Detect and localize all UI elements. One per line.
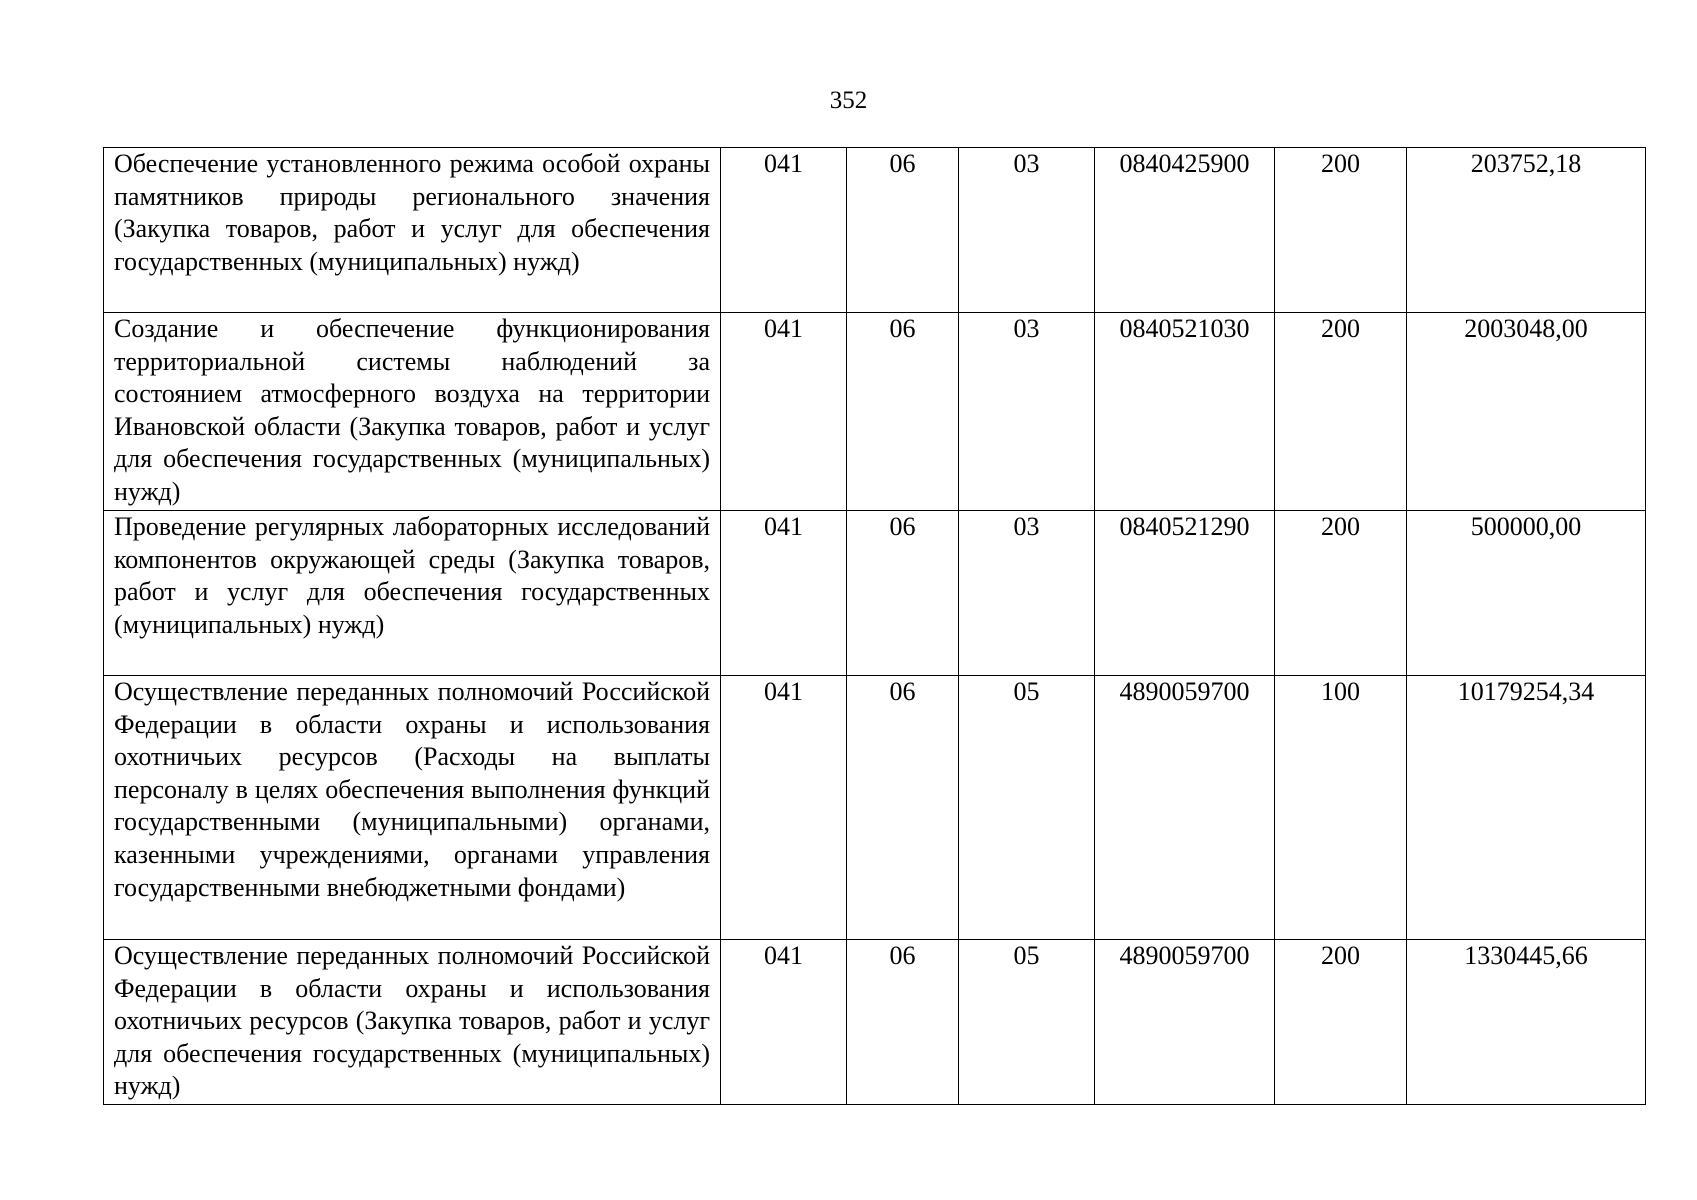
expense-type-code: 100	[1275, 676, 1407, 940]
ministry-code: 041	[721, 148, 847, 313]
section-code: 06	[847, 676, 959, 940]
section-code: 06	[847, 940, 959, 1105]
target-article-code: 0840521290	[1095, 511, 1275, 676]
section-code: 06	[847, 511, 959, 676]
table-row	[104, 511, 1646, 676]
target-article-code: 0840521030	[1095, 313, 1275, 511]
expense-type-code: 200	[1275, 940, 1407, 1105]
row-description: Осуществление переданных полномочий Российской Федерации в области охраны и использования охотничьих ресурсов (Закупка товаров, работ и услуг для обеспечения государственных (муниципальных) нужд)	[104, 940, 721, 1105]
row-description: Осуществление переданных полномочий Российской Федерации в области охраны и использования охотничьих ресурсов (Расходы на выплаты персоналу в целях обеспечения выполнения функций государственными (муниципальными) органами, казенными учреждениями, органами управления государственными внебюджетными фондами)	[104, 676, 721, 940]
subsection-code: 05	[959, 676, 1095, 940]
amount: 203752,18	[1407, 148, 1646, 313]
expense-type-code: 200	[1275, 148, 1407, 313]
subsection-code: 03	[959, 313, 1095, 511]
expense-type-code: 200	[1275, 313, 1407, 511]
table-row	[104, 676, 1646, 940]
subsection-code: 05	[959, 940, 1095, 1105]
section-code: 06	[847, 313, 959, 511]
row-description: Обеспечение установленного режима особой охраны памятников природы регионального значения (Закупка товаров, работ и услуг для обеспечения государственных (муниципальных) нужд)	[104, 148, 721, 313]
subsection-code: 03	[959, 511, 1095, 676]
row-description: Проведение регулярных лабораторных исследований компонентов окружающей среды (Закупка товаров, работ и услуг для обеспечения государственных (муниципальных) нужд)	[104, 511, 721, 676]
budget-table	[103, 147, 1646, 1105]
amount: 2003048,00	[1407, 313, 1646, 511]
table-row	[104, 313, 1646, 511]
ministry-code: 041	[721, 940, 847, 1105]
table-row	[104, 148, 1646, 313]
row-description: Создание и обеспечение функционирования территориальной системы наблюдений за состоянием атмосферного воздуха на территории Ивановской области (Закупка товаров, работ и услуг для обеспечения государственных (муниципальных) нужд)	[104, 313, 721, 511]
subsection-code: 03	[959, 148, 1095, 313]
amount: 1330445,66	[1407, 940, 1646, 1105]
ministry-code: 041	[721, 313, 847, 511]
table-row	[104, 940, 1646, 1105]
ministry-code: 041	[721, 676, 847, 940]
expense-type-code: 200	[1275, 511, 1407, 676]
ministry-code: 041	[721, 511, 847, 676]
amount: 500000,00	[1407, 511, 1646, 676]
page-number: 352	[829, 87, 868, 114]
section-code: 06	[847, 148, 959, 313]
amount: 10179254,34	[1407, 676, 1646, 940]
target-article-code: 4890059700	[1095, 940, 1275, 1105]
target-article-code: 4890059700	[1095, 676, 1275, 940]
target-article-code: 0840425900	[1095, 148, 1275, 313]
